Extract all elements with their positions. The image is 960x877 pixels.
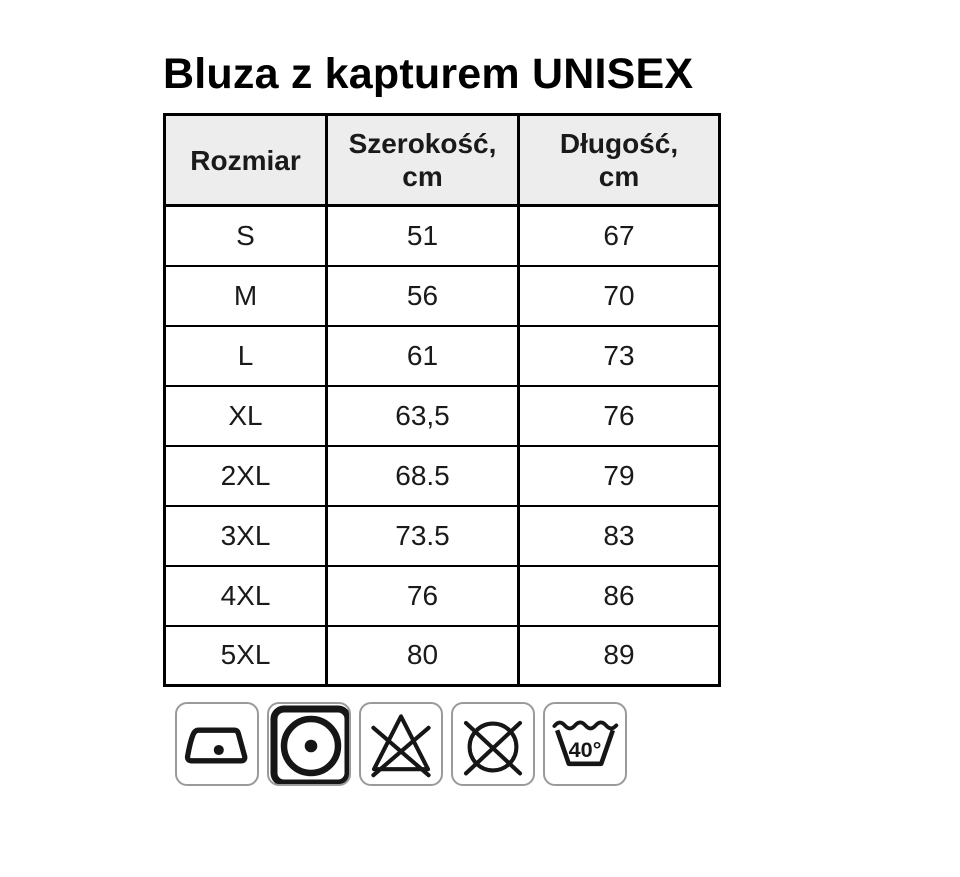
table-row [165,266,720,326]
length-cell: 89 [519,626,720,686]
column-header-length [519,115,720,206]
size-table-body [165,206,720,686]
care-symbol-tumble-dry [267,702,351,786]
width-cell: 68.5 [327,446,519,506]
length-cell: 67 [519,206,720,266]
width-cell: 51 [327,206,519,266]
column-header-line: Długość, [559,128,679,159]
column-header-line: cm [402,161,443,192]
wash-40-icon [549,708,621,780]
care-symbol-do-not-bleach [359,702,443,786]
length-cell: 79 [519,446,720,506]
header-row [165,115,720,206]
table-row [165,446,720,506]
do-not-bleach-icon [365,708,437,780]
table-row [165,326,720,386]
table-row [165,626,720,686]
size-cell: 5XL [165,626,327,686]
care-symbols-row [175,702,960,786]
width-cell: 61 [327,326,519,386]
page-title: Bluza z kapturem UNISEX [163,50,694,98]
table-row [165,386,720,446]
wash-temperature-label: 40° [568,737,602,763]
width-cell: 76 [327,566,519,626]
width-cell: 63,5 [327,386,519,446]
column-header-line: cm [598,161,640,192]
length-cell: 86 [519,566,720,626]
size-cell: 2XL [165,446,327,506]
care-symbol-do-not-dry-clean [451,702,535,786]
column-header-size [165,115,327,206]
size-cell: 3XL [165,506,327,566]
length-cell: 73 [519,326,720,386]
width-cell: 80 [327,626,519,686]
iron-icon [181,708,253,780]
column-header-line: Szerokość, [348,128,497,159]
length-cell: 76 [519,386,720,446]
care-symbol-iron [175,702,259,786]
size-cell: XL [165,386,327,446]
size-cell: M [165,266,327,326]
size-cell: S [165,206,327,266]
column-header-line: Rozmiar [190,144,301,176]
table-row [165,506,720,566]
width-cell: 56 [327,266,519,326]
width-cell: 73.5 [327,506,519,566]
length-cell: 70 [519,266,720,326]
table-row [165,206,720,266]
size-table [163,113,721,687]
column-header-width [327,115,519,206]
tumble-dry-icon [267,702,351,786]
length-cell: 83 [519,506,720,566]
size-cell: 4XL [165,566,327,626]
do-not-dry-clean-icon [457,708,529,780]
table-row [165,566,720,626]
care-symbol-wash-40 [543,702,627,786]
size-cell: L [165,326,327,386]
